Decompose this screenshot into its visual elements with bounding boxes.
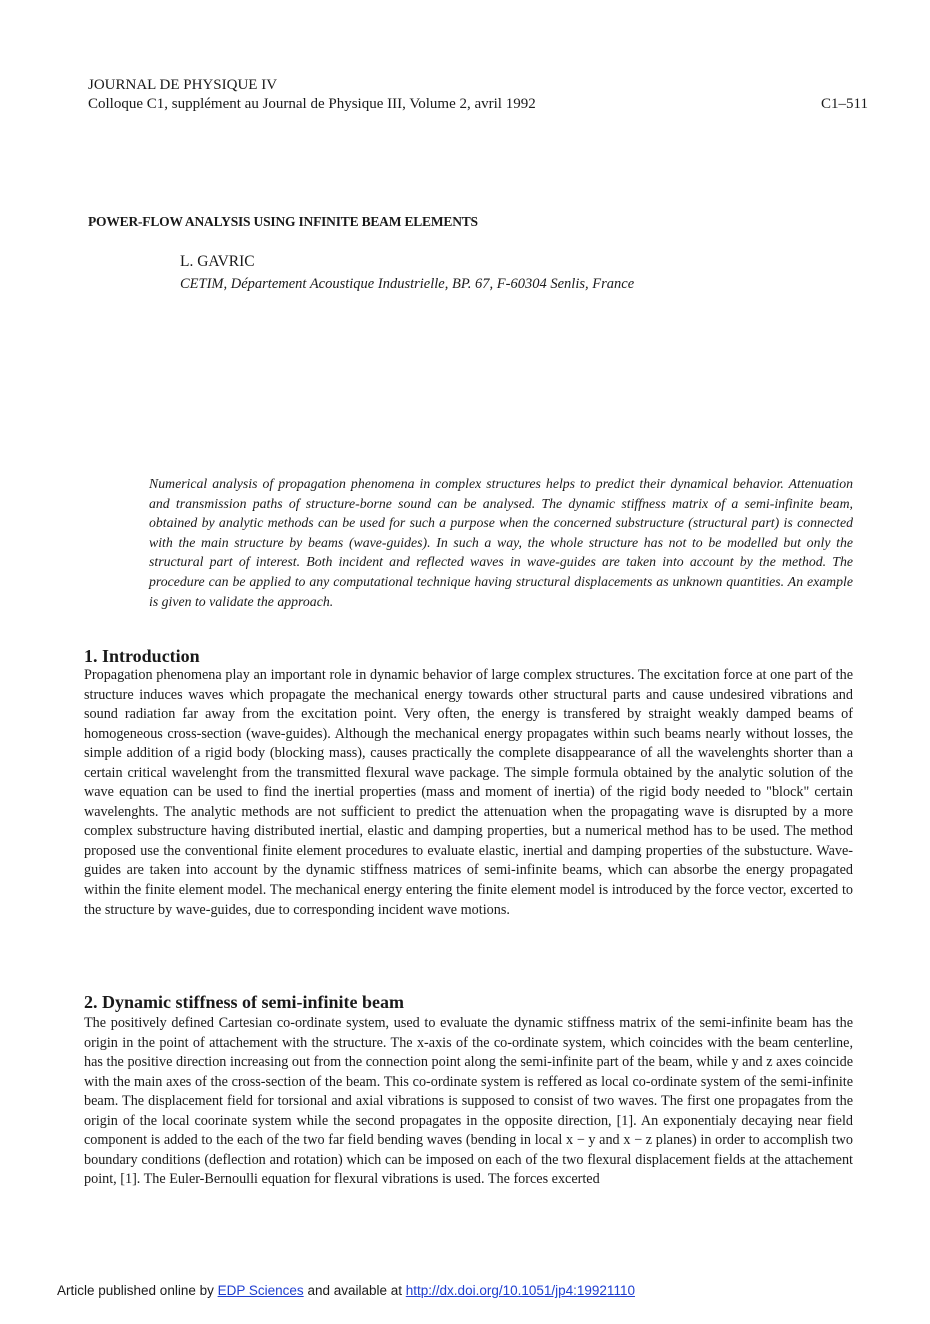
section-heading-introduction: 1. Introduction	[84, 646, 200, 666]
section-text-dynamic-stiffness: The positively defined Cartesian co-ordinate system, used to evaluate the dynamic stiffness matrix of the semi-infinite beam has the origin in the point of attachement with the structure. The x-axis of the co-ordinate system, which coincides with the beam centerline, has the positive direction increasing out from the connection point along the semi-infinite part of the beam, while y and z axes coincide with the main axes of the cross-section of the beam. This co-ordinate system is reffered as local co-ordinate system of the semi-infinite beam. The displacement field for torsional and axial vibrations is supposed to consist of two waves. The first one propagates from the origin of the local coorinate system while the second propagates in the opposite direction, [1]. An exponentialy decaying near field component is added to the each of the two far field bending waves (bending in local x − y and x − z planes) in order to accomplish two boundary conditions (deflection and rotation) which can be imposed on each of the two flexural displacement fields at the attachement point, [1]. The Euler-Bernoulli equation for flexural vibrations is used. The forces excerted	[84, 1015, 853, 1188]
abstract: Numerical analysis of propagation phenomena in complex structures helps to predict their dynamical behavior. Attenuation and transmission paths of structure-borne sound can be analysed. The dynamic stiffness matrix of a semi-infinite beam, obtained by analytic methods can be used for such a purpose when the concerned substructure (structural part) is connected with the main structure by beams (wave-guides). In such a way, the whole structure has not to be modelled but only the structural part of interest. Both incident and reflected waves in wave-guides are taken into account by the method. The procedure can be applied to any computational technique having structural displacements as unknown quantities. An example is given to validate the approach.	[149, 476, 853, 609]
colloque-info: Colloque C1, supplément au Journal de Physique III, Volume 2, avril 1992	[88, 96, 536, 112]
publication-footer	[57, 1283, 635, 1299]
footer-middle: and available at	[307, 1283, 403, 1298]
footer-prefix: Article published online by	[57, 1283, 214, 1298]
journal-name: JOURNAL DE PHYSIQUE IV	[88, 77, 278, 93]
page-number: C1–511	[821, 96, 868, 112]
doi-link[interactable]: http://dx.doi.org/10.1051/jp4:19921110	[405, 1283, 635, 1298]
article-title: POWER-FLOW ANALYSIS USING INFINITE BEAM ELEMENTS	[88, 214, 478, 229]
section-heading-dynamic-stiffness: 2. Dynamic stiffness of semi-infinite beam	[84, 992, 404, 1012]
author-name: L. GAVRIC	[180, 253, 255, 270]
publisher-link[interactable]: EDP Sciences	[217, 1283, 304, 1298]
section-text-introduction: Propagation phenomena play an important role in dynamic behavior of large complex structures. The excitation force at one part of the structure induces waves which propagate the mechanical energy towards other structural parts and cause undesired vibrations and sound radiation far away from the excitation point. Very often, the energy is transfered by straight weakly damped beams of homogeneous cross-section (wave-guides). Although the mechanical energy propagates within such beams nearly without losses, the simple addition of a rigid body (blocking mass), causes practically the complete disappearance of all the wavelenghts shorter than a certain critical wavelenght from the transmitted flexural wave package. The simple formula obtained by the analytic solution of the wave equation can be used to find the inertial properties (mass and moment of inertia) of the rigid body needed to "block" certain wavelenghts. The analytic methods are not sufficient to predict the attenuation when the propagating wave is disrupted by a more complex substructure having distributed inertial, elastic and damping properties, but a numerical method has to be used. The method proposed use the conventional finite element procedures to evaluate elastic, inertial and damping properties of the substucture. Wave-guides are taken into account by the dynamic stiffness matrices of semi-infinite beams, which can absorbe the energy propagated within the finite element model. The mechanical energy entering the finite element model is introduced by the force vector, excerted to the structure by wave-guides, due to corresponding incident wave motions.	[84, 667, 853, 918]
author-affiliation: CETIM, Département Acoustique Industrielle, BP. 67, F-60304 Senlis, France	[180, 276, 635, 292]
